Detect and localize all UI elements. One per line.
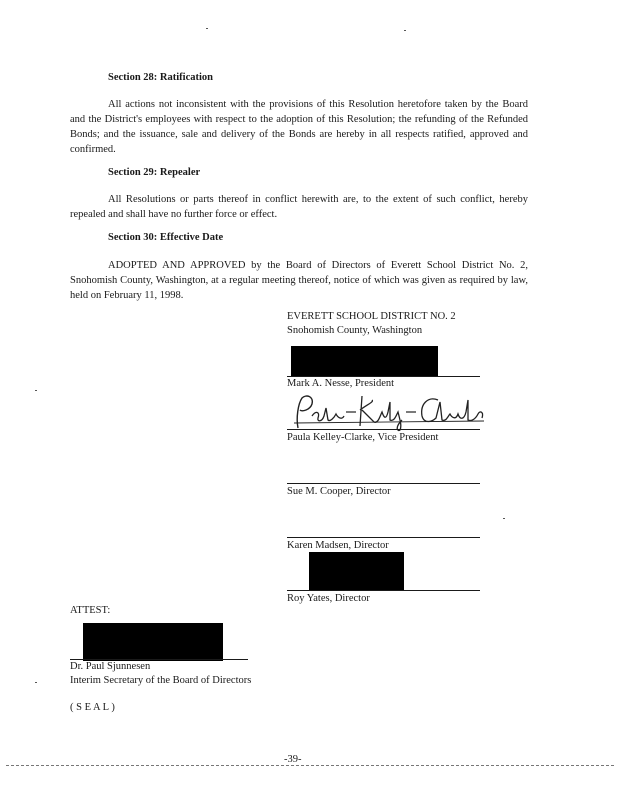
redacted-signature [291,346,438,376]
redacted-signature [83,623,223,661]
handwritten-signature [290,392,486,432]
signatory-name: Karen Madsen, Director [287,540,389,551]
scan-speck [206,28,208,29]
section-28-body: All actions not inconsistent with the provisions of this Resolution heretofore taken by the Board and the District's employees with respect to the adoption of this Resolution; the refunding of the Refunded Bonds; and the issuance, sale and delivery of the Bonds are hereby in all respects ratified, approved and confirmed. [70,99,528,155]
section-29-heading: Section 29: Repealer [108,167,201,178]
scan-speck [35,390,37,391]
attest-label: ATTEST: [70,605,111,616]
adoption-paragraph: ADOPTED AND APPROVED by the Board of Directors of Everett School District No. 2, Snohomish County, Washington, at a regular meeting thereof, notice of which was given as required by law, held on February 11, 1998. [70,260,528,301]
attest-title: Interim Secretary of the Board of Directors [70,675,252,686]
page-number: -39- [284,754,302,765]
signatory-name: Roy Yates, Director [287,593,370,604]
redacted-signature [309,552,404,590]
section-29-body: All Resolutions or parts thereof in conflict herewith are, to the extent of such conflict, hereby repealed and shall have no further force or effect. [70,194,528,220]
section-28-heading: Section 28: Ratification [108,72,213,83]
section-30-heading: Section 30: Effective Date [108,232,224,243]
attest-name: Dr. Paul Sjunnesen [70,661,151,672]
scan-speck [404,30,406,31]
district-name: EVERETT SCHOOL DISTRICT NO. 2 [287,311,456,322]
district-county: Snohomish County, Washington [287,325,423,336]
scan-speck [35,682,37,683]
signatory-name: Paula Kelley-Clarke, Vice President [287,432,439,443]
footer-rule [6,765,614,766]
signatory-name: Mark A. Nesse, President [287,378,395,389]
seal-placeholder: ( S E A L ) [70,702,115,713]
scan-speck [503,518,505,519]
signatory-name: Sue M. Cooper, Director [287,486,391,497]
